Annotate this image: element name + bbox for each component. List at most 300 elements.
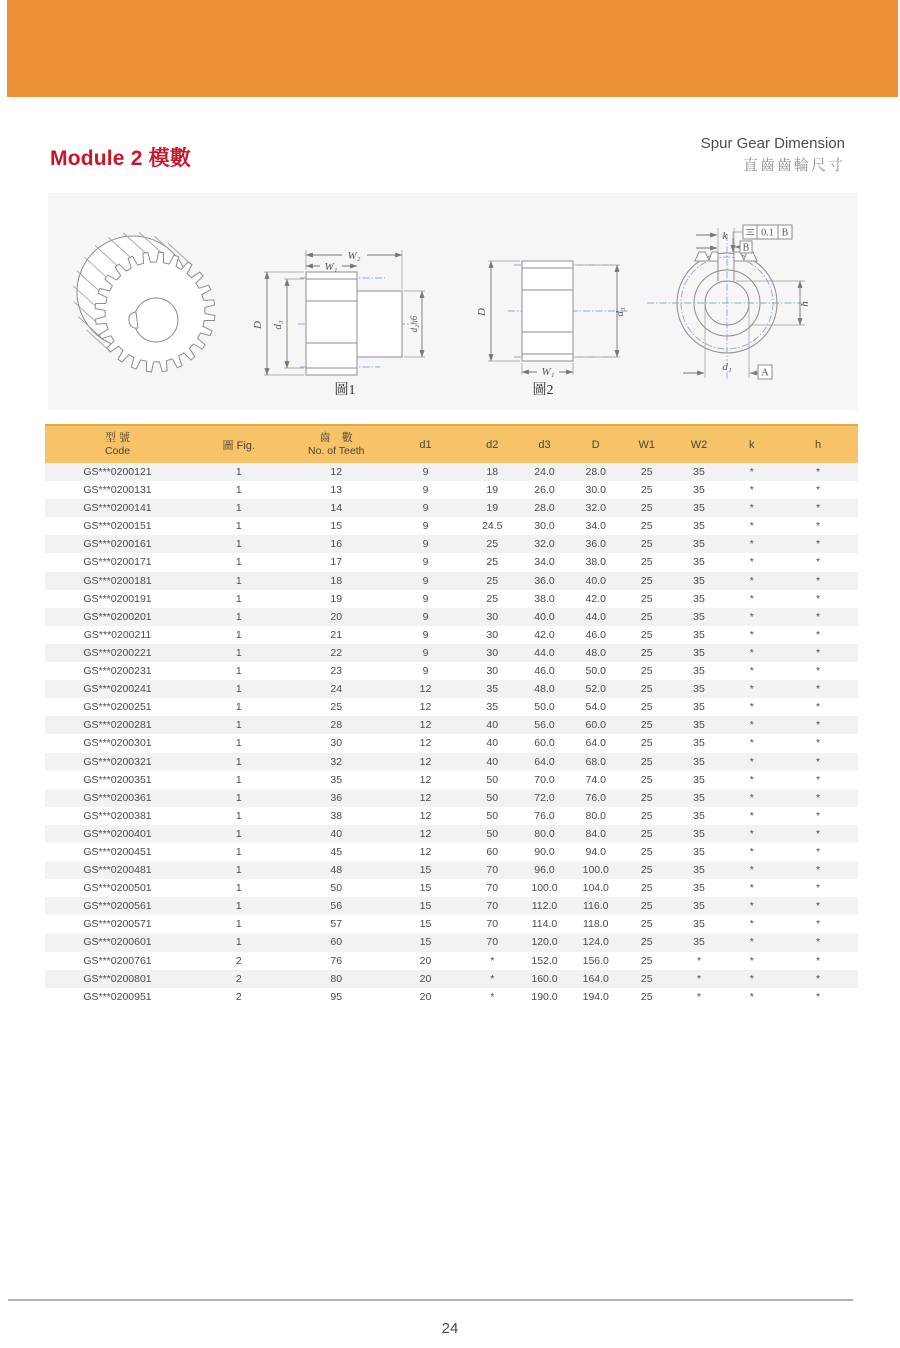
table-body — [45, 463, 858, 1006]
column-header-d2: d2 — [466, 425, 519, 463]
dimension-label-d2h6: d₂h6 — [409, 315, 419, 333]
dimension-label-k: k — [722, 230, 728, 242]
table-cell: 60.0 — [585, 719, 606, 732]
table-cell: * — [749, 701, 754, 714]
table-cell: GS***0200501 — [83, 882, 152, 895]
table-cell: 28.0 — [534, 502, 555, 515]
table-cell: * — [749, 538, 754, 551]
table-cell: 80 — [330, 972, 343, 985]
column-header-W1: W1 — [621, 425, 673, 463]
table-cell: 76 — [330, 954, 343, 967]
table-cell: * — [749, 628, 754, 641]
dimension-label-d: D — [252, 321, 264, 329]
table-cell: 25 — [640, 520, 653, 533]
table-cell: * — [815, 574, 821, 587]
table-cell: 25 — [640, 918, 653, 931]
table-cell: 25 — [640, 936, 653, 949]
table-cell: 16 — [330, 538, 343, 551]
table-cell: * — [815, 864, 821, 877]
dimension-label-w2: W₂ — [347, 250, 361, 262]
table-cell: 12 — [419, 773, 432, 786]
table-cell: 1 — [235, 936, 242, 949]
table-cell: 35 — [693, 502, 705, 515]
table-cell: * — [815, 954, 821, 967]
table-cell: 32.0 — [585, 502, 606, 515]
table-cell: 42.0 — [534, 628, 555, 641]
table-cell: 56 — [330, 900, 343, 913]
table-cell: 15 — [419, 900, 432, 913]
table-cell: 50 — [486, 827, 499, 840]
table-cell: * — [815, 773, 821, 786]
table-cell: 19 — [330, 592, 343, 605]
table-cell: 23 — [330, 665, 343, 678]
table-cell: * — [749, 610, 754, 623]
table-cell: 25 — [486, 556, 499, 569]
table-cell: 25 — [640, 701, 653, 714]
table-cell: 1 — [235, 520, 242, 533]
table-cell: 1 — [235, 882, 242, 895]
table-cell: 25 — [640, 827, 653, 840]
table-cell: GS***0200151 — [83, 520, 152, 533]
table-cell: 19 — [486, 484, 499, 497]
table-cell: 30.0 — [585, 484, 606, 497]
table-cell: 25 — [640, 628, 653, 641]
table-cell: 9 — [422, 520, 429, 533]
table-cell: 48.0 — [534, 683, 555, 696]
table-cell: * — [749, 683, 754, 696]
table-cell: 25 — [640, 502, 653, 515]
table-cell: * — [815, 683, 821, 696]
table-cell: 46.0 — [585, 628, 606, 641]
table-cell: 1 — [235, 683, 242, 696]
table-row — [45, 843, 858, 861]
table-cell: 68.0 — [585, 755, 606, 768]
table-cell: * — [749, 502, 754, 515]
table-row — [45, 553, 858, 571]
table-cell: 1 — [235, 719, 242, 732]
table-cell: 72.0 — [534, 791, 555, 804]
table-cell: 25 — [640, 773, 653, 786]
table-cell: * — [696, 990, 702, 1003]
table-cell: 25 — [640, 809, 653, 822]
table-row — [45, 590, 858, 608]
column-header-code-en: Code — [104, 444, 131, 457]
table-cell: GS***0200571 — [83, 918, 152, 931]
table-cell: 32 — [330, 755, 343, 768]
table-cell: 35 — [693, 538, 705, 551]
top-orange-band — [7, 0, 898, 97]
dimension-label-w1: W₁ — [324, 261, 338, 273]
table-cell: 17 — [330, 556, 343, 569]
table-cell: 64.0 — [534, 755, 555, 768]
table-cell: 12 — [419, 719, 432, 732]
table-cell: 64.0 — [585, 737, 606, 750]
table-cell: GS***0200131 — [83, 484, 152, 497]
dimension-label-d1: d₁ — [722, 361, 732, 373]
table-row — [45, 481, 858, 499]
table-cell: 1 — [235, 900, 242, 913]
figure1-caption: 圖1 — [334, 383, 356, 398]
table-row — [45, 753, 858, 771]
table-cell: 94.0 — [585, 845, 606, 858]
table-cell: * — [815, 592, 821, 605]
table-cell: GS***0200351 — [83, 773, 152, 786]
table-cell: 45 — [330, 845, 343, 858]
table-cell: 15 — [419, 864, 432, 877]
table-cell: 25 — [640, 719, 653, 732]
table-cell: 35 — [693, 610, 705, 623]
subtitle-chinese: 直齒齒輪尺寸 — [742, 157, 845, 174]
table-cell: * — [490, 954, 495, 967]
table-row — [45, 716, 858, 734]
table-cell: 25 — [640, 665, 653, 678]
table-cell: * — [749, 665, 754, 678]
table-cell: 9 — [422, 610, 429, 623]
table-cell: * — [749, 809, 754, 822]
table-cell: 1 — [235, 755, 242, 768]
table-cell: 24 — [330, 683, 343, 696]
gear-body-section — [306, 272, 357, 375]
table-cell: 20 — [330, 610, 343, 623]
column-header-code-zh: 型 號 — [104, 431, 131, 444]
table-cell: 76.0 — [534, 809, 555, 822]
table-cell: 18 — [486, 466, 499, 478]
table-cell: 34.0 — [585, 520, 606, 533]
table-cell: 25 — [640, 900, 653, 913]
table-cell: 35 — [693, 845, 705, 858]
dimension-label-d3: d₃ — [272, 320, 284, 330]
column-header-h: h — [778, 425, 858, 463]
table-cell: GS***0200171 — [83, 556, 152, 569]
table-cell: 120.0 — [531, 936, 558, 949]
table-cell: * — [815, 466, 821, 478]
table-cell: 90.0 — [534, 845, 555, 858]
table-cell: 9 — [422, 556, 429, 569]
table-cell: 25 — [640, 791, 653, 804]
table-cell: 9 — [422, 466, 429, 478]
table-cell: 1 — [235, 646, 242, 659]
table-row — [45, 933, 858, 951]
table-cell: 18 — [330, 574, 343, 587]
table-row — [45, 789, 858, 807]
table-cell: * — [815, 502, 821, 515]
table-cell: 74.0 — [585, 773, 606, 786]
table-cell: 25 — [640, 574, 653, 587]
table-cell: GS***0200401 — [83, 827, 152, 840]
table-cell: * — [815, 827, 821, 840]
table-cell: 35 — [693, 918, 705, 931]
table-cell: 25 — [640, 972, 653, 985]
hub-boss-section — [357, 291, 402, 357]
table-cell: 36.0 — [534, 574, 555, 587]
table-cell: 30 — [330, 737, 343, 750]
table-cell: GS***0200801 — [83, 972, 152, 985]
table-cell: 40 — [486, 719, 499, 732]
table-cell: 9 — [422, 484, 429, 497]
table-cell: 12 — [419, 791, 432, 804]
table-cell: * — [749, 936, 754, 949]
table-cell: * — [490, 972, 495, 985]
figure2-drawing — [478, 238, 658, 388]
table-cell: * — [815, 755, 821, 768]
table-cell: 60 — [486, 845, 499, 858]
table-cell: 42.0 — [585, 592, 606, 605]
table-cell: 9 — [422, 574, 429, 587]
table-cell: 1 — [235, 827, 242, 840]
table-cell: * — [815, 538, 821, 551]
table-cell: 44.0 — [585, 610, 606, 623]
table-cell: 24.5 — [482, 520, 503, 533]
table-cell: 12 — [419, 683, 432, 696]
table-cell: GS***0200141 — [83, 502, 152, 515]
table-cell: * — [749, 484, 754, 497]
table-cell: * — [815, 556, 821, 569]
table-cell: * — [815, 646, 821, 659]
table-cell: 25 — [640, 737, 653, 750]
table-cell: 1 — [235, 628, 242, 641]
table-cell: GS***0200561 — [83, 900, 152, 913]
table-cell: 35 — [693, 520, 705, 533]
table-cell: 70 — [486, 882, 499, 895]
table-cell: 156.0 — [582, 954, 609, 967]
tolerance-datum: B — [781, 227, 789, 239]
table-cell: 25 — [330, 701, 343, 714]
column-header-W2: W2 — [673, 425, 726, 463]
table-cell: GS***0200181 — [83, 574, 152, 587]
table-header-row — [45, 425, 858, 463]
table-row — [45, 463, 858, 481]
table-cell: 12 — [419, 827, 432, 840]
table-cell: 32.0 — [534, 538, 555, 551]
table-cell: 1 — [235, 665, 242, 678]
table-row — [45, 807, 858, 825]
table-cell: 1 — [235, 484, 242, 497]
table-cell: 38.0 — [534, 592, 555, 605]
table-cell: 20 — [419, 972, 432, 985]
table-cell: GS***0200321 — [83, 755, 152, 768]
table-cell: 44.0 — [534, 646, 555, 659]
column-header-d3: d3 — [519, 425, 571, 463]
table-cell: 35 — [693, 755, 705, 768]
table-cell: * — [815, 809, 821, 822]
table-cell: 9 — [422, 665, 429, 678]
table-cell: GS***0200211 — [83, 628, 152, 641]
column-header-fig: 圖 Fig. — [190, 425, 288, 463]
table-cell: 35 — [693, 628, 705, 641]
table-cell: 35 — [693, 466, 705, 478]
table-cell: 25 — [640, 466, 653, 478]
table-cell: 25 — [640, 954, 653, 967]
table-cell: 26.0 — [534, 484, 555, 497]
table-cell: 30 — [486, 646, 499, 659]
table-cell: * — [815, 791, 821, 804]
table-cell: 1 — [235, 466, 242, 478]
table-cell: 25 — [640, 845, 653, 858]
table-cell: 25 — [640, 592, 653, 605]
table-cell: 9 — [422, 646, 429, 659]
table-row — [45, 535, 858, 553]
table-cell: 15 — [419, 882, 432, 895]
table-cell: 194.0 — [582, 990, 609, 1003]
table-cell: 1 — [235, 701, 242, 714]
table-row — [45, 970, 858, 988]
gear-isometric-drawing — [63, 223, 273, 408]
table-cell: 48 — [330, 864, 343, 877]
table-cell: 84.0 — [585, 827, 606, 840]
table-cell: * — [815, 845, 821, 858]
table-cell: 50 — [486, 791, 499, 804]
table-row — [45, 698, 858, 716]
table-cell: 95 — [330, 990, 343, 1003]
table-cell: * — [749, 592, 754, 605]
table-cell: 35 — [693, 556, 705, 569]
table-cell: 13 — [330, 484, 343, 497]
table-cell: * — [815, 610, 821, 623]
page-number: 24 — [441, 1320, 459, 1337]
table-cell: 19 — [486, 502, 499, 515]
table-cell: 25 — [640, 864, 653, 877]
table-cell: 1 — [235, 502, 242, 515]
table-cell: 35 — [486, 683, 499, 696]
table-cell: * — [749, 954, 754, 967]
table-cell: * — [749, 972, 754, 985]
table-row — [45, 988, 858, 1006]
table-cell: 50 — [330, 882, 343, 895]
table-cell: 9 — [422, 592, 429, 605]
table-cell: 25 — [640, 610, 653, 623]
table-row — [45, 771, 858, 789]
table-cell: 70 — [486, 918, 499, 931]
table-cell: 22 — [330, 646, 343, 659]
table-cell: GS***0200601 — [83, 936, 152, 949]
table-cell: 46.0 — [534, 665, 555, 678]
table-cell: 35 — [693, 683, 705, 696]
table-cell: GS***0200381 — [83, 809, 152, 822]
table-cell: 100.0 — [582, 864, 609, 877]
table-row — [45, 644, 858, 662]
table-row — [45, 861, 858, 879]
table-cell: * — [749, 900, 754, 913]
table-cell: 25 — [640, 755, 653, 768]
table-cell: * — [815, 520, 821, 533]
table-cell: 35 — [693, 827, 705, 840]
table-cell: * — [749, 864, 754, 877]
table-cell: 25 — [640, 683, 653, 696]
table-cell: 60.0 — [534, 737, 555, 750]
table-cell: 104.0 — [582, 882, 609, 895]
table-row — [45, 517, 858, 535]
table-cell: * — [749, 556, 754, 569]
column-header-teeth-zh: 齒 數 — [319, 431, 353, 444]
table-row — [45, 952, 858, 970]
table-row — [45, 897, 858, 915]
table-cell: * — [815, 484, 821, 497]
table-cell: 30.0 — [534, 520, 555, 533]
table-cell: 25 — [640, 538, 653, 551]
table-cell: 25 — [486, 574, 499, 587]
table-cell: 70.0 — [534, 773, 555, 786]
table-cell: 1 — [235, 791, 242, 804]
table-cell: 100.0 — [531, 882, 558, 895]
table-cell: GS***0200361 — [83, 791, 152, 804]
table-cell: 28 — [330, 719, 343, 732]
table-cell: 1 — [235, 845, 242, 858]
table-cell: 9 — [422, 538, 429, 551]
column-header-D: D — [571, 425, 622, 463]
table-cell: GS***0200121 — [83, 466, 152, 478]
table-cell: 56.0 — [534, 719, 555, 732]
table-cell: * — [749, 466, 754, 478]
table-cell: 114.0 — [531, 918, 558, 931]
table-cell: * — [490, 990, 495, 1003]
table-cell: 60 — [330, 936, 343, 949]
table-cell: 9 — [422, 502, 429, 515]
table-cell: 35 — [693, 646, 705, 659]
table-cell: 164.0 — [582, 972, 609, 985]
table-cell: GS***0200281 — [83, 719, 152, 732]
dimension-label-d: D — [476, 308, 488, 316]
table-cell: 35 — [693, 809, 705, 822]
table-cell: 21 — [330, 628, 343, 641]
table-cell: * — [815, 972, 821, 985]
table-cell: 1 — [235, 574, 242, 587]
table-cell: 118.0 — [583, 918, 609, 931]
table-cell: 52.0 — [585, 683, 606, 696]
table-cell: * — [815, 990, 821, 1003]
page-title-en: Module 2 — [50, 147, 143, 170]
table-cell: 30 — [486, 628, 499, 641]
table-cell: 12 — [419, 737, 432, 750]
table-cell: 35 — [693, 900, 705, 913]
table-cell: 14 — [330, 502, 343, 515]
gear-body-section — [522, 261, 573, 361]
table-cell: 12 — [419, 845, 432, 858]
table-cell: 35 — [693, 773, 705, 786]
table-cell: 48.0 — [585, 646, 606, 659]
table-cell: 1 — [235, 556, 242, 569]
table-cell: 57 — [330, 918, 343, 931]
table-cell: 25 — [486, 538, 499, 551]
table-cell: * — [749, 773, 754, 786]
table-row — [45, 734, 858, 752]
gear-bore-hole — [134, 298, 178, 342]
table-cell: GS***0200161 — [83, 538, 152, 551]
table-cell: 12 — [330, 466, 343, 478]
table-cell: 35 — [693, 737, 705, 750]
page-title-zh: 模數 — [148, 147, 192, 170]
table-row — [45, 572, 858, 590]
table-row — [45, 626, 858, 644]
table-cell: * — [749, 737, 754, 750]
table-cell: 190.0 — [531, 990, 558, 1003]
table-cell: * — [815, 900, 821, 913]
table-cell: 20 — [419, 954, 432, 967]
column-header-teeth — [288, 425, 386, 463]
table-cell: 116.0 — [583, 900, 609, 913]
table-cell: 40.0 — [534, 610, 555, 623]
table-cell: 20 — [419, 990, 432, 1003]
table-cell: * — [749, 791, 754, 804]
column-header-d1: d1 — [385, 425, 466, 463]
table-cell: 35 — [330, 773, 343, 786]
table-cell: 152.0 — [531, 954, 558, 967]
table-row — [45, 915, 858, 933]
table-cell: 50 — [486, 809, 499, 822]
figure1-drawing — [248, 213, 448, 403]
gear-teeth-left — [695, 252, 718, 261]
table-cell: * — [815, 665, 821, 678]
table-cell: GS***0200951 — [83, 990, 152, 1003]
